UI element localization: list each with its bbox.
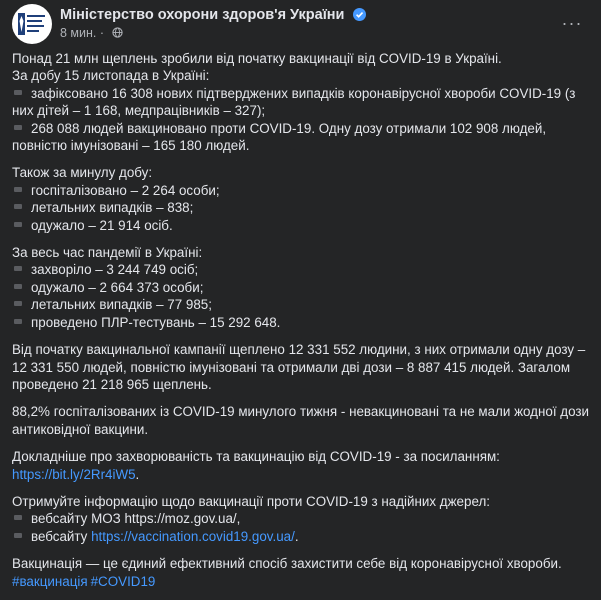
- paragraph-campaign: [12, 341, 592, 393]
- paragraph-also: [12, 164, 592, 234]
- paragraph-details: [12, 448, 592, 483]
- list-item: [12, 279, 592, 296]
- list-item-continuation: них дітей – 1 168, медпрацівників – 327);: [12, 103, 266, 119]
- hashtag-vaccination[interactable]: #вакцинація: [12, 573, 88, 589]
- list-item-text: летальних випадків – 77 985;: [31, 297, 212, 313]
- day-heading: За добу 15 листопада в Україні:: [12, 68, 210, 84]
- list-item: [12, 261, 592, 278]
- list-item: [12, 182, 592, 199]
- list-item-text: вебсайту: [31, 528, 92, 544]
- details-text: Докладніше про захворюваність та вакцинацію від COVID-19 - за посиланням:: [12, 449, 500, 465]
- pandemic-heading: За весь час пандемії в Україні:: [12, 245, 203, 261]
- list-item-text: госпіталізовано – 2 264 особи;: [31, 182, 220, 198]
- list-item-text: вебсайту МОЗ https://moz.gov.ua/,: [31, 511, 241, 527]
- list-item-text: летальних випадків – 838;: [31, 200, 194, 216]
- list-item-text: проведено ПЛР-тестувань – 15 292 648.: [31, 314, 281, 330]
- paragraph-sources: [12, 493, 592, 545]
- paragraph-closing: [12, 555, 592, 590]
- list-item-continuation: повністю імунізовані – 165 180 людей.: [12, 138, 250, 154]
- meta-separator: ·: [99, 26, 105, 40]
- page-avatar[interactable]: [12, 4, 52, 44]
- list-item-text: одужало – 2 664 373 особи;: [31, 279, 204, 295]
- campaign-line: 12 331 550 людей, повністю імунізовані та отримали дві дози – 8 887 415 людей. Загалом: [12, 359, 571, 375]
- hospital-line: антиковідної вакцини.: [12, 421, 149, 437]
- paragraph-pandemic: [12, 244, 592, 331]
- post-body: [12, 50, 592, 600]
- bullet-icon: [14, 125, 22, 130]
- paragraph-hospital: [12, 403, 592, 438]
- intro-text: Понад 21 млн щеплень зробили від початку вакцинації від COVID-19 в Україні.: [12, 51, 502, 66]
- list-item: [12, 199, 592, 216]
- campaign-line: проведено 21 218 965 щеплень.: [12, 376, 212, 392]
- bullet-icon: [14, 284, 22, 289]
- list-item: [12, 296, 592, 313]
- details-end: .: [135, 466, 140, 482]
- list-item-text: зафіксовано 16 308 нових підтверджених випадків коронавірусної хвороби COVID-19 (з: [31, 85, 576, 101]
- list-item: [12, 510, 592, 527]
- hospital-line: 88,2% госпіталізованих із COVID-19 минулого тижня - невакциновані та не мали жодної дози: [12, 404, 590, 420]
- bullet-icon: [14, 301, 22, 306]
- post-meta: [60, 26, 123, 40]
- list-item-text: 268 088 людей вакциновано проти COVID-19. Одну дозу отримали 102 908 людей,: [31, 120, 547, 136]
- bullet-icon: [14, 319, 22, 324]
- details-link[interactable]: https://bit.ly/2Rr4iW5: [12, 466, 136, 482]
- list-item: [12, 120, 592, 137]
- list-item: [12, 314, 592, 331]
- page-name: Міністерство охорони здоров'я України: [60, 7, 345, 23]
- bullet-icon: [14, 204, 22, 209]
- page-name-link[interactable]: [60, 7, 366, 23]
- source-suffix: .: [294, 528, 299, 544]
- ministry-logo-icon: [18, 13, 46, 35]
- list-item: [12, 85, 592, 102]
- list-item-text: одужало – 21 914 осіб.: [31, 217, 173, 233]
- bullet-icon: [14, 533, 22, 538]
- bullet-icon: [14, 515, 22, 520]
- paragraph-today: [12, 50, 592, 154]
- more-options-button[interactable]: [555, 6, 589, 40]
- also-heading: Також за минулу добу:: [12, 165, 153, 181]
- closing-text: Вакцинація — це єдиний ефективний спосіб захистити себе від коронавірусної хвороби.: [12, 556, 562, 572]
- list-item-text: захворіло – 3 244 749 осіб;: [31, 262, 199, 278]
- bullet-icon: [14, 222, 22, 227]
- verified-badge-icon: [353, 8, 366, 21]
- sources-heading: Отримуйте інформацію щодо вакцинації проти COVID-19 з надійних джерел:: [12, 493, 490, 509]
- post-header: [12, 4, 589, 44]
- more-options-icon: ···: [561, 13, 583, 33]
- bullet-icon: [14, 266, 22, 271]
- hashtag-covid19[interactable]: #COVID19: [90, 573, 156, 589]
- vaccination-link[interactable]: https://vaccination.covid19.gov.ua/: [91, 528, 295, 544]
- bullet-icon: [14, 90, 22, 95]
- list-item: [12, 528, 592, 545]
- post-time[interactable]: 8 мин.: [60, 26, 97, 40]
- list-item: [12, 217, 592, 234]
- hashtags: [12, 573, 592, 590]
- campaign-line: Від початку вакцинальної кампанії щеплено 12 331 552 людини, з них отримали одну дозу –: [12, 342, 586, 358]
- bullet-icon: [14, 187, 22, 192]
- globe-icon[interactable]: [112, 27, 123, 38]
